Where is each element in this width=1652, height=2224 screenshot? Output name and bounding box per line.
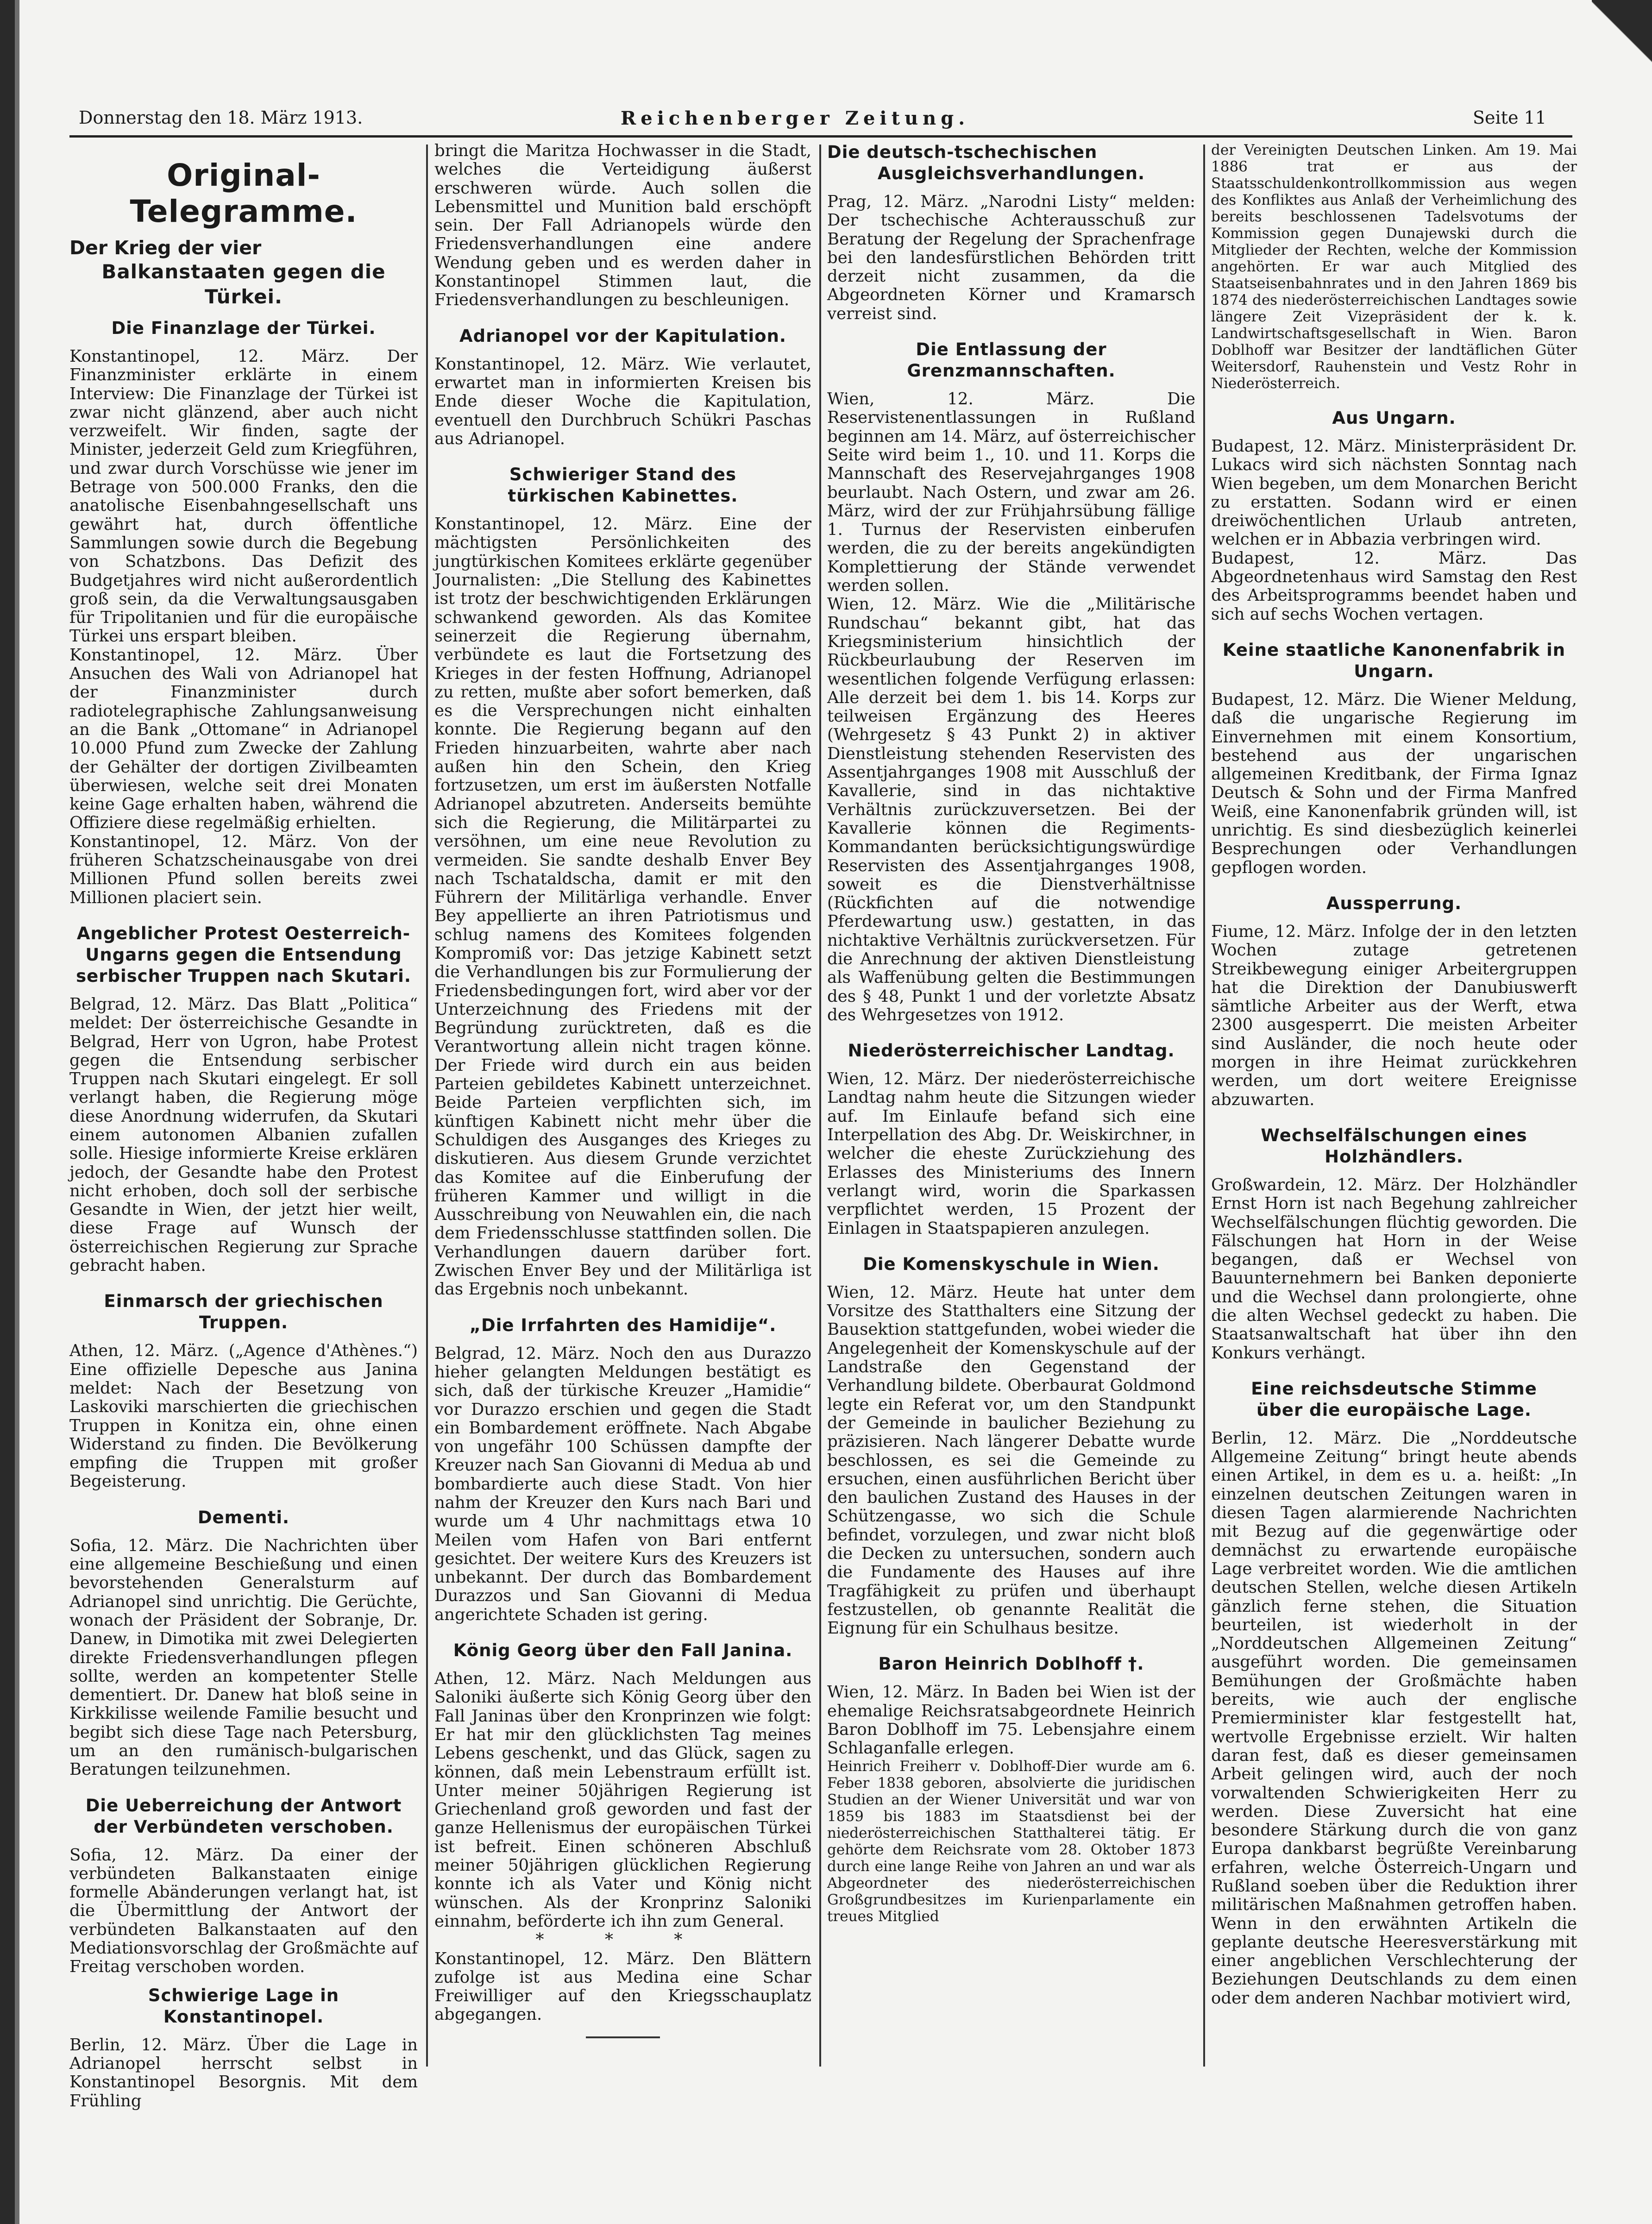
column-rule xyxy=(1203,144,1205,2067)
headline: Baron Heinrich Doblhoff †. xyxy=(878,1654,1144,1674)
headline: „Die Irrfahrten des Hamidije“. xyxy=(469,1315,777,1335)
scan-border-shadow xyxy=(15,0,19,2224)
headline: Einmarsch der griechischen Truppen. xyxy=(104,1291,383,1333)
section-title: Original-Telegramme. xyxy=(130,157,358,229)
headline: Adrianopel vor der Kapitulation. xyxy=(459,326,786,346)
headline: Wechselfälschungen eines Holzhändlers. xyxy=(1261,1125,1527,1167)
article-paragraph: Berlin, 12. März. Über die Lage in Adrianopel herrscht selbst in Konstantinopel Besorgnis. Mit dem Frühling xyxy=(69,2035,418,2111)
article-paragraph: Berlin, 12. März. Die „Norddeutsche Allgemeine Zeitung“ bringt heute abends einen Artikel, in dem es u. a. heißt: „In einzelnen deutschen Zeitungen waren in diesen Tagen alarmierende Nachrichten mit Bezug auf die gegenwärtige oder demnächst zu erwartende europäische Lage verbreitet worden. Wie die amtlichen deutschen Stellen, welche diesen Artikeln gänzlich ferne stehen, die Situation beurteilen, ist wiederholt in der „Norddeutschen Allgemeinen Zeitung“ ausgeführt worden. Die gemeinsamen Bemühungen der Großmächte haben bereits, wie auch der englische Premierminister klar festgestellt hat, wertvolle Ergebnisse erzielt. Wir halten daran fest, daß es dieser gemeinsamen Arbeit gelingen wird, auch der noch vorwaltenden Schwierigkeiten Herr zu werden. Diese Zuversicht hat eine besondere Stärkung durch die von ganz Europa dankbarst begrüßte Vereinbarung erfahren, welche Österreich-Ungarn und Rußland soeben über die Reduktion ihrer militärischen Maßnahmen getroffen haben. Wenn in den erwähnten Artikeln die geplante deutsche Heeresverstärkung mit einer angeblichen Verschlechterung der Beziehungen Deutschlands zu dem einen oder dem anderen Nachbar motiviert wird, xyxy=(1211,1428,1577,2008)
headline: Ausgleichsverhandlungen. xyxy=(877,163,1145,183)
headline: Schwieriger Stand des xyxy=(509,465,737,485)
headline: der Verbündeten verschoben. xyxy=(94,1816,394,1837)
headline: Keine staatliche Kanonenfabrik in Ungarn. xyxy=(1222,640,1566,681)
column-rule xyxy=(426,144,428,2067)
headline: Die deutsch-tschechischen xyxy=(827,142,1098,162)
column-rule xyxy=(819,144,821,2067)
article-paragraph: Sofia, 12. März. Die Nachrichten über eine allgemeine Beschießung und einen bevorstehenden Generalsturm auf Adrianopel sind unrichtig. Die Gerüchte, wonach der Präsident der Sobranje, Dr. Danew, in Dimotika mit zwei Delegierten direkte Friedensverhandlungen pflegen sollte, werden an kompetenter Stelle dementiert. Dr. Danew hat bloß seine in Kirkkilisse weilende Familie besucht und begibt sich diese Tage nach Petersburg, um an den rumänisch-bulgarischen Beratungen teilzunehmen. xyxy=(69,1536,418,1779)
article-paragraph: Prag, 12. März. „Narodni Listy“ melden: Der tschechische Achterausschuß zur Beratung der Regelung der Sprachenfrage bei den landesfürstlichen Behörden tritt derzeit nicht zusammen, da die Abgeordneten Körner und Kramarsch verreist sind. xyxy=(827,192,1195,323)
article-paragraph: Belgrad, 12. März. Das Blatt „Politica“ meldet: Der österreichische Gesandte in Belgrad, Herr von Ugron, habe Protest gegen die Entsendung serbischer Truppen nach Skutari eingelegt. Er soll verlangt haben, die Regierung möge diese Anordnung widerrufen, da Skutari einem autonomen Albanien zufallen solle. Hiesige informierte Kreise erklären jedoch, der Gesandte habe den Protest nicht erhoben, doch soll der serbische Gesandte in Wien, der jetzt hier weilt, diese Frage auf Wunsch der österreichischen Regierung zur Sprache gebracht haben. xyxy=(69,994,418,1275)
article-note: Heinrich Freiherr v. Doblhoff-Dier wurde am 6. Feber 1838 geboren, absolvierte die juridischen Studien an der Wiener Universität und war von 1859 bis 1883 im Staatsdienst bei der niederösterreichischen Statthalterei tätig. Er gehörte dem Reichsrate vom 28. Oktober 1873 durch eine lange Reihe von Jahren an und war als Abgeordneter des niederösterreichischen Großgrundbesitzes im Kurienparlamente ein treues Mitglied xyxy=(827,1758,1195,1925)
article-paragraph: Konstantinopel, 12. März. Den Blättern zufolge ist aus Medina eine Schar Freiwilliger auf den Kriegsschauplatz abgegangen. xyxy=(434,1949,811,2024)
separator-dash xyxy=(586,2036,660,2038)
article-paragraph: Wien, 12. März. Heute hat unter dem Vorsitze des Statthalters eine Sitzung der Bausektion stattgefunden, wobei wieder die Angelegenheit der Komenskyschule auf der Landstraße den Gegenstand der Verhandlung bildete. Oberbaurat Goldmond legte ein Referat vor, um den Standpunkt der Gemeinde in baulicher Beziehung zu präzisieren. Nach längerer Debatte wurde beschlossen, es sei die Gemeinde zu ersuchen, einen ausführlichen Bericht über den baulichen Zustand des Hauses in der Schützengasse, wo sich die Schule befindet, vorzulegen, und zwar nicht bloß die Decken zu untersuchen, sondern auch die Fundamente des Hauses auf ihre Tragfähigkeit zu prüfen und überhaupt festzustellen, ob genannte Realität die Eignung für ein Schulhaus besitze. xyxy=(827,1282,1195,1638)
article-paragraph: Athen, 12. März. Nach Meldungen aus Saloniki äußerte sich König Georg über den Fall Janinas über den Kronprinzen wie folgt: Er hat mir den glücklichsten Tag meines Lebens geschenkt, und das Glück, sagen zu können, daß mein Lebenstraum erfüllt ist. Unter meiner 50jährigen Regierung ist Griechenland groß geworden und fast der ganze Hellenismus der europäischen Türkei ist befreit. Einen schöneren Abschluß meiner 50jährigen glücklichen Regierung konnte ich als Vater und König nicht wünschen. Als der Kronprinz Saloniki einnahm, beförderte ich ihn zum General. xyxy=(434,1669,811,1931)
article-paragraph: Wien, 12. März. Wie die „Militärische Rundschau“ bekannt gibt, hat das Kriegsministerium hinsichtlich der Rückbeurlaubung der Reserven im wesentlichen folgende Verfügung erlassen: Alle derzeit bei dem 1. bis 14. Korps zur teilweisen Ergänzung des Heeres (Wehrgesetz § 43 Punkt 2) in aktiver Dienstleistung stehenden Reservisten des Assentjahrganges 1908 mit Ausschluß der Kavallerie, sind in das nichtaktive Verhältnis zurückzuversetzen. Bei der Kavallerie können die Regiments-Kommandanten berücksichtigungswürdige Reservisten des Assentjahrganges 1908, soweit es die Dienstverhältnisse (Rückfichten auf die notwendige Pferdewartung usw.) gestatten, in das nichtaktive Verhältnis zurückversetzen. Für die Anrechnung der aktiven Dienstleistung als Waffenübung gelten die Bestimmungen des § 48, Punkt 1 und der vorletzte Absatz des Wehrgesetzes von 1912. xyxy=(827,595,1195,1024)
headline: Dementi. xyxy=(197,1507,290,1527)
article-note: der Vereinigten Deutschen Linken. Am 19. Mai 1886 trat er aus der Staatsschuldenkontrollkommission aus wegen des Konfliktes aus Anlaß der Verheimlichung des bereits beschlossenen Tadelsvotums der Kommission gegen Dunajewski durch die Mitglieder der Rechten, welche der Kommission angehörten. Er war auch Mitglied des Staatseisenbahnrates und in den Jahren 1869 bis 1874 des niederösterreichischen Landtages sowie längere Zeit Vizepräsident der k. k. Landwirtschaftsgesellschaft in Wien. Baron Doblhoff war Besitzer der landtäflichen Güter Weitersdorf, Rauhenstein und Vestz Rohr in Niederösterreich. xyxy=(1211,142,1577,392)
scan-corner xyxy=(1592,0,1652,93)
page-number: Seite 11 xyxy=(1473,107,1546,128)
headline: Die Ueberreichung der Antwort xyxy=(85,1795,402,1816)
headline: Die Finanzlage der Türkei. xyxy=(111,318,376,338)
headline: König Georg über den Fall Janina. xyxy=(453,1640,793,1661)
header-rule xyxy=(69,135,1572,138)
headline: Aussperrung. xyxy=(1326,893,1462,913)
article-paragraph: Wien, 12. März. In Baden bei Wien ist der ehemalige Reichsratsabgeordnete Heinrich Baron Doblhoff im 75. Lebensjahre einem Schlaganfalle erlegen. xyxy=(827,1683,1195,1758)
article-paragraph: Konstantinopel, 12. März. Eine der mächtigsten Persönlichkeiten des jungtürkischen Komitees erklärte gegenüber Journalisten: „Die Stellung des Kabinettes ist trotz der beschwichtigenden Erklärungen schwankend geworden. Als das Komitee seinerzeit die Regierung übernahm, verbündete es laut die Fortsetzung des Krieges in der festen Hoffnung, Adrianopel zu retten, mußte aber sofort bemerken, daß es die Versprechungen nicht einhalten konnte. Die Regierung begann auf den Frieden hinzuarbeiten, wahrte aber nach außen hin den Schein, den Krieg fortzusetzen, um erst im äußersten Notfalle Adrianopel abzutreten. Anderseits bemühte sich die Regierung, die Militärpartei zu versöhnen, um eine neue Revolution zu vermeiden. Sie sandte deshalb Enver Bey nach Tschataldscha, damit er mit den Führern der Militärliga verhandle. Enver Bey appellierte an ihren Patriotismus und schlug namens des Komitees folgenden Kompromiß vor: Das jetzige Kabinett setzt die Verhandlungen bis zur Formulierung der Friedensbedingungen fort, wird aber vor der Unterzeichnung des Friedens mit der Begründung zurücktreten, daß es die Verantwortung allein nicht tragen könne. Der Friede wird durch ein aus beiden Parteien gebildetes Kabinett unterzeichnet. Beide Parteien verpflichten sich, im künftigen Kabinett nicht mehr über die Schuldigen des Ausganges des Krieges zu diskutieren. Aus diesem Grunde verzichtet das Komitee auf die Einberufung der früheren Kammer und willigt in die Ausschreibung von Neuwahlen ein, die nach dem Friedensschlusse stattfinden sollen. Die Verhandlungen dauern darüber fort. Zwischen Enver Bey und der Militärliga ist das Ergebnis noch unbekannt. xyxy=(434,515,811,1299)
article-paragraph: Budapest, 12. März. Die Wiener Meldung, daß die ungarische Regierung im Einvernehmen mit einem Konsortium, bestehend aus der ungarischen allgemeinen Kreditbank, der Firma Ignaz Deutsch & Sohn und der Firma Manfred Weiß, eine Kanonenfabrik gründen will, ist unrichtig. Es sind diesbezüglich keinerlei Besprechungen oder Verhandlungen gepflogen worden. xyxy=(1211,690,1577,877)
headline: türkischen Kabinettes. xyxy=(508,486,738,506)
article-paragraph: Sofia, 12. März. Da einer der verbündeten Balkanstaaten einige formelle Abänderungen verlangt hat, ist die Übermittlung der Antwort der verbündeten Balkanstaaten auf den Mediationsvorschlag der Großmächte auf Freitag verschoben worden. xyxy=(69,1845,418,1977)
separator-stars: * * * xyxy=(535,1930,710,1950)
article-paragraph: Fiume, 12. März. Infolge der in den letzten Wochen zutage getretenen Streikbewegung einiger Arbeitergruppen hat die Direktion der Danubiuswerft sämtliche Arbeiter aus der Werft, etwa 2300 ausgesperrt. Die meisten Arbeiter sind Ausländer, die noch heute oder morgen in ihre Heimat zurückkehren werden, um dort weitere Ereignisse abzuwarten. xyxy=(1211,922,1577,1109)
article-paragraph: Konstantinopel, 12. März. Über Ansuchen des Wali von Adrianopel hat der Finanzminister durch radiotelegraphische Zahlungsanweisung an die Bank „Ottomane“ in Adrianopel 10.000 Pfund zum Zwecke der Zahlung der Gehälter der dortigen Zivilbeamten überwiesen, welche seit drei Monaten keine Gage erhalten haben, während die Offiziere diese regelmäßig erhielten. xyxy=(69,645,418,833)
article-paragraph: Großwardein, 12. März. Der Holzhändler Ernst Horn ist nach Begehung zahlreicher Wechselfälschungen flüchtig geworden. Die Fälschungen hat Horn in der Weise begangen, daß er Wechsel von Bauunternehmern bei Banken deponierte und die Wechsel dann prolongierte, ohne die alten Wechsel gedeckt zu haben. Die Staatsanwaltschaft hat über ihn den Konkurs verhängt. xyxy=(1211,1175,1577,1363)
column-4 xyxy=(1211,142,1577,2078)
headline: Niederösterreichischer Landtag. xyxy=(848,1041,1175,1061)
headline: Die Entlassung der Grenzmannschaften. xyxy=(907,339,1116,381)
headline: Balkanstaaten gegen die Türkei. xyxy=(101,260,386,308)
column-3 xyxy=(827,142,1195,2078)
article-paragraph: Konstantinopel, 12. März. Von der früheren Schatzscheinausgabe von drei Millionen Pfund sollen bereits zwei Millionen placiert sein. xyxy=(69,832,418,907)
article-paragraph: Konstantinopel, 12. März. Der Finanzminister erklärte in einem Interview: Die Finanzlage der Türkei ist zwar nicht glänzend, aber auch nicht verzweifelt. Wir finden, sagte der Minister, jederzeit Geld zum Kriegführen, und zwar durch Vorschüsse wie jener im Betrage von 500.000 Franks, den die anatolische Eisenbahngesellschaft uns gewährt hat, durch öffentliche Sammlungen sowie durch die Begebung von Schatzbons. Das Defizit des Budgetjahres wird nicht außerordentlich groß sein, da die Verwaltungsausgaben für Tripolitanien und für die europäische Türkei uns erspart bleiben. xyxy=(69,347,418,646)
headline: über die europäische Lage. xyxy=(1256,1400,1532,1420)
article-paragraph: Wien, 12. März. Der niederösterreichische Landtag nahm heute die Sitzungen wieder auf. Im Einlaufe befand sich eine Interpellation des Abg. Dr. Weiskirchner, in welcher die eheste Zurückziehung des Erlasses des Ministeriums des Innern verlangt wird, worin die Sparkassen verpflichtet werden, 15 Prozent der Einlagen in Staatspapieren anzulegen. xyxy=(827,1069,1195,1238)
headline: Die Komenskyschule in Wien. xyxy=(863,1254,1160,1274)
article-paragraph: Budapest, 12. März. Ministerpräsident Dr. Lukacs wird sich nächsten Sonntag nach Wien begeben, um dem Monarchen Bericht zu erstatten. Sodann wird er einen dreiwöchentlichen Urlaub antreten, welchen er in Abbazia verbringen wird. xyxy=(1211,437,1577,549)
article-paragraph: Budapest, 12. März. Das Abgeordnetenhaus wird Samstag den Rest des Arbeitsprogramms beendet haben und sich auf sechs Wochen vertagen. xyxy=(1211,548,1577,624)
headline: Der Krieg der vier xyxy=(69,237,262,259)
article-paragraph: Belgrad, 12. März. Noch den aus Durazzo hieher gelangten Meldungen bestätigt es sich, daß der türkische Kreuzer „Hamidie“ vor Durazzo erschien und gegen die Stadt ein Bombardement eröffnete. Nach Abgabe von ungefähr 100 Schüssen dampfte der Kreuzer nach San Giovanni di Medua ab und bombardierte auch diese Stadt. Von hier nahm der Kreuzer den Kurs nach Bari und wurde um 4 Uhr nachmittags etwa 10 Meilen vom Hafen von Bari entfernt gesichtet. Der weitere Kurs des Kreuzers ist unbekannt. Der durch das Bombardement Durazzos und San Giovanni di Medua angerichtete Schaden ist gering. xyxy=(434,1344,811,1624)
headline: Angeblicher Protest Oesterreich-Ungarns gegen die Entsendung serbischer Truppen nach Skutari. xyxy=(76,923,411,986)
article-paragraph: Wien, 12. März. Die Reservistenentlassungen in Rußland beginnen am 14. März, auf österreichischer Seite wird beim 1., 10. und 11. Korps die Mannschaft des Reservejahrganges 1908 beurlaubt. Nach Ostern, und zwar am 26. März, wird der zur Frühjahrsübung fällige 1. Turnus der Reservisten einberufen werden, die zu der bereits angekündigten Komplettierung der Stände verwendet werden sollen. xyxy=(827,390,1195,596)
article-paragraph: Athen, 12. März. („Agence d'Athènes.“) Eine offizielle Depesche aus Janina meldet: Nach der Besetzung von Laskoviki marschierten die griechischen Truppen in Konitza ein, ohne einen Widerstand zu finden. Die Bevölkerung empfing die Truppen mit großer Begeisterung. xyxy=(69,1341,418,1491)
article-paragraph: bringt die Maritza Hochwasser in die Stadt, welches die Verteidigung äußerst erschweren würde. Auch sollen die Lebensmittel und Munition bald erschöpft sein. Der Fall Adrianopels würde den Friedensverhandlungen eine andere Wendung geben und es werden daher in Konstantinopel Stimmen laut, die Friedensverhandlungen zu beschleunigen. xyxy=(434,141,811,310)
headline: Aus Ungarn. xyxy=(1332,408,1456,428)
headline: Eine reichsdeutsche Stimme xyxy=(1251,1378,1537,1399)
scan-border xyxy=(0,0,15,2224)
column-1 xyxy=(69,142,418,2111)
headline: Schwierige Lage in Konstantinopel. xyxy=(148,1985,339,2027)
column-2 xyxy=(434,142,811,2078)
article-paragraph: Konstantinopel, 12. März. Wie verlautet, erwartet man in informierten Kreisen bis Ende dieser Woche die Kapitulation, eventuell den Durchbruch Schükri Paschas aus Adrianopel. xyxy=(434,354,811,448)
header-date: Donnerstag den 18. März 1913. xyxy=(79,107,363,128)
masthead-title: Reichenberger Zeitung. xyxy=(621,107,970,129)
